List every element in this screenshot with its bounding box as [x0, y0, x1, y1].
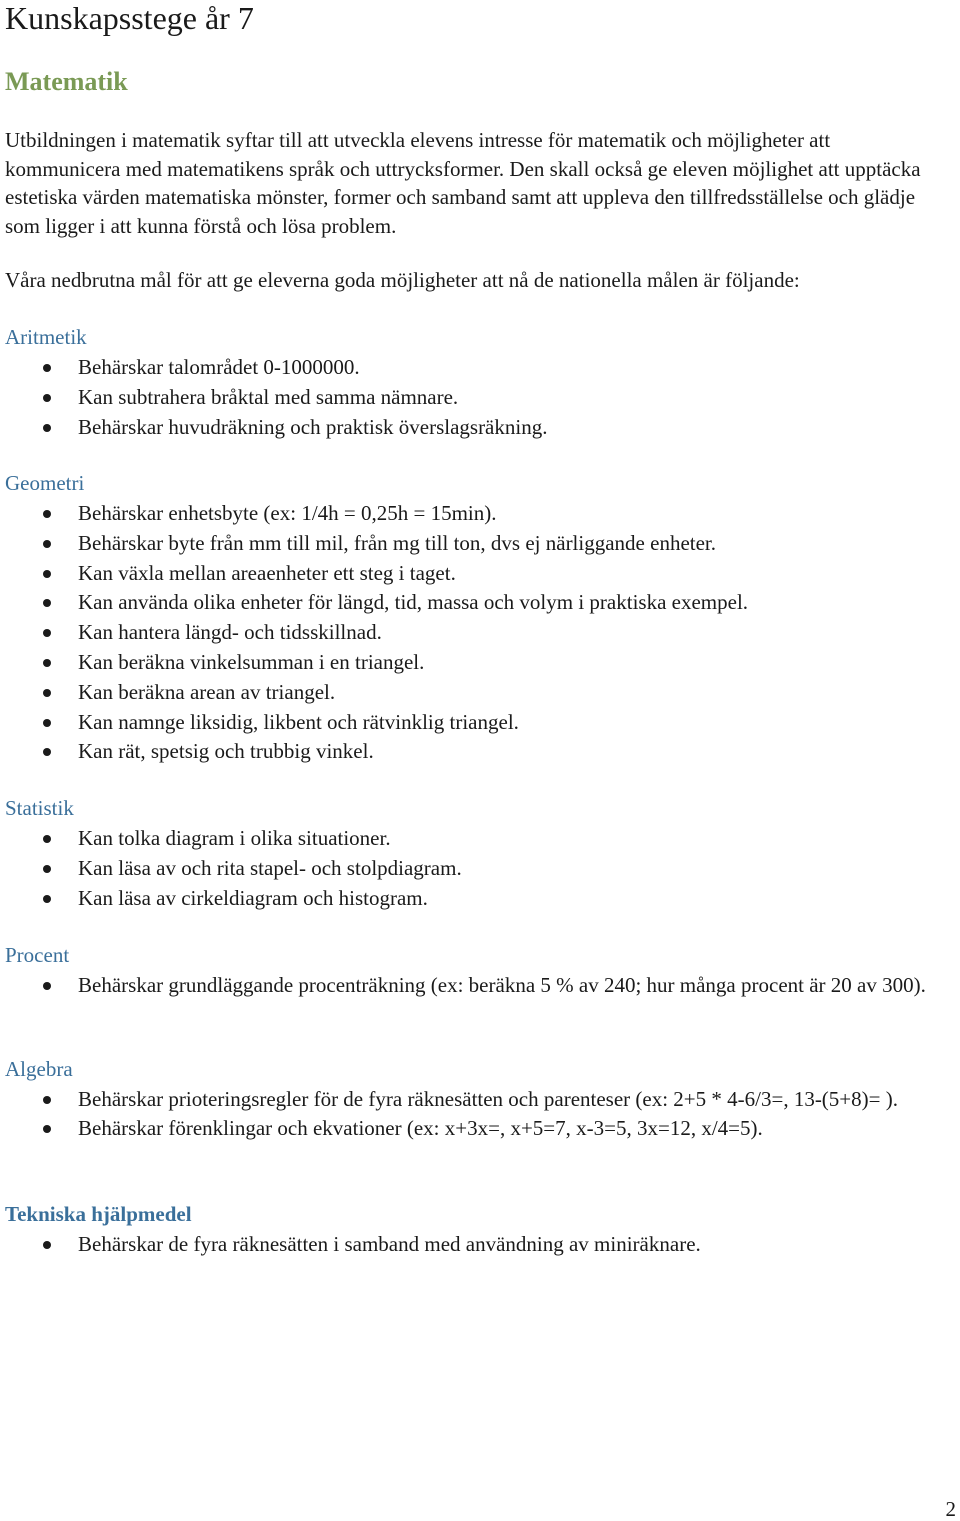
- section-heading: Statistik: [5, 796, 74, 820]
- section-geometri: [5, 469, 950, 767]
- list-item-text: Kan beräkna arean av triangel.: [78, 679, 336, 704]
- list-item: [5, 1114, 950, 1143]
- bullet-icon: [43, 659, 51, 667]
- bullet-icon: [43, 540, 51, 548]
- list-item: [5, 737, 950, 767]
- bullet-icon: [43, 719, 51, 727]
- bullet-icon: [43, 599, 51, 607]
- list-item: [5, 678, 950, 708]
- list-item: [5, 559, 950, 589]
- list-item: [5, 499, 950, 529]
- section-heading: Algebra: [5, 1057, 73, 1081]
- list-item-text: Kan tolka diagram i olika situationer.: [78, 826, 391, 850]
- section-heading: Geometri: [5, 471, 85, 495]
- list-item: [5, 648, 950, 678]
- section-statistik: [5, 794, 950, 913]
- bullet-icon: [43, 394, 51, 402]
- list-item-text: Kan läsa av cirkeldiagram och histogram.: [78, 885, 428, 910]
- bullet-icon: [43, 1096, 51, 1104]
- bullet-icon: [43, 424, 51, 432]
- list-item: [5, 824, 950, 854]
- bullet-icon: [43, 982, 51, 990]
- list-item: [5, 618, 950, 648]
- subject-heading: Matematik: [5, 67, 128, 96]
- section-heading: Aritmetik: [5, 325, 87, 349]
- intro-paragraph: Utbildningen i matematik syftar till att utveckla elevens intresse för matematik och möjligheter att kommunicera med matematikens språk och uttrycksformer. Den skall också ge eleven möjlighet att upptäcka estetiska värden matematiska mönster, former och samband samt att uppleva den tillfredsställelse och glädje som ligger i att kunna förstå och lösa problem.: [5, 128, 921, 238]
- bullet-list: [5, 499, 950, 767]
- bullet-icon: [43, 629, 51, 637]
- list-item: [5, 413, 950, 443]
- list-item-text: Kan namnge liksidig, likbent och rätvinklig triangel.: [78, 709, 519, 734]
- bullet-list: [5, 1085, 950, 1142]
- list-item-text: Behärskar talområdet 0-1000000.: [78, 355, 360, 379]
- list-item-text: Behärskar enhetsbyte (ex: 1/4h = 0,25h = 15min).: [78, 501, 497, 525]
- lead-paragraph: Våra nedbrutna mål för att ge eleverna goda möjligheter att nå de nationella målen är följande:: [5, 268, 800, 292]
- bullet-icon: [43, 895, 51, 903]
- section-heading: Procent: [5, 943, 70, 967]
- bullet-icon: [43, 748, 51, 756]
- list-item: [5, 353, 950, 383]
- bullet-list: [5, 971, 950, 1000]
- bullet-icon: [43, 364, 51, 372]
- list-item-text: Behärskar huvudräkning och praktisk överslagsräkning.: [78, 414, 548, 439]
- bullet-icon: [43, 570, 51, 578]
- page-number: 2: [945, 1497, 956, 1521]
- list-item-text: Kan rät, spetsig och trubbig vinkel.: [78, 739, 374, 764]
- list-item-text: Kan hantera längd- och tidsskillnad.: [78, 620, 382, 645]
- section-tekniska-hjalpmedel: [5, 1200, 950, 1260]
- list-item: [5, 383, 950, 413]
- list-item-text: Behärskar byte från mm till mil, från mg till ton, dvs ej närliggande enheter.: [78, 530, 716, 555]
- list-item: [5, 588, 950, 618]
- bullet-list: [5, 353, 950, 442]
- section-procent: [5, 941, 950, 1000]
- section-algebra: [5, 1055, 950, 1142]
- list-item-text: Behärskar förenklingar och ekvationer (ex: x+3x=, x+5=7, x-3=5, 3x=12, x/4=5).: [78, 1115, 763, 1140]
- section-aritmetik: [5, 323, 950, 442]
- page-title: Kunskapsstege år 7: [5, 0, 254, 36]
- bullet-icon: [43, 835, 51, 843]
- bullet-icon: [43, 865, 51, 873]
- bullet-list: [5, 1230, 950, 1260]
- list-item: [5, 884, 950, 914]
- section-heading: Tekniska hjälpmedel: [5, 1202, 192, 1226]
- list-item: [5, 971, 950, 1000]
- list-item-text: Kan subtrahera bråktal med samma nämnare.: [78, 384, 459, 409]
- list-item-text: Kan använda olika enheter för längd, tid, massa och volym i praktiska exempel.: [78, 590, 749, 615]
- list-item-text: Behärskar prioteringsregler för de fyra räknesätten och parenteser (ex: 2+5 * 4-6/3=, 13-(5+8)= ).: [78, 1087, 898, 1111]
- list-item-text: Kan beräkna vinkelsumman i en triangel.: [78, 649, 425, 674]
- list-item: [5, 1230, 950, 1260]
- list-item: [5, 529, 950, 559]
- bullet-icon: [43, 1125, 51, 1133]
- list-item-text: Kan växla mellan areaenheter ett steg i taget.: [78, 560, 456, 585]
- list-item: [5, 708, 950, 738]
- bullet-list: [5, 824, 950, 913]
- bullet-icon: [43, 510, 51, 518]
- list-item-text: Kan läsa av och rita stapel- och stolpdiagram.: [78, 855, 462, 880]
- bullet-icon: [43, 689, 51, 697]
- list-item-text: Behärskar de fyra räknesätten i samband med användning av miniräknare.: [78, 1232, 701, 1256]
- bullet-icon: [43, 1241, 51, 1249]
- list-item: [5, 854, 950, 884]
- list-item: [5, 1085, 950, 1114]
- list-item-text: Behärskar grundläggande procenträkning (ex: beräkna 5 % av 240; hur många procent är 20 av 300).: [78, 973, 926, 997]
